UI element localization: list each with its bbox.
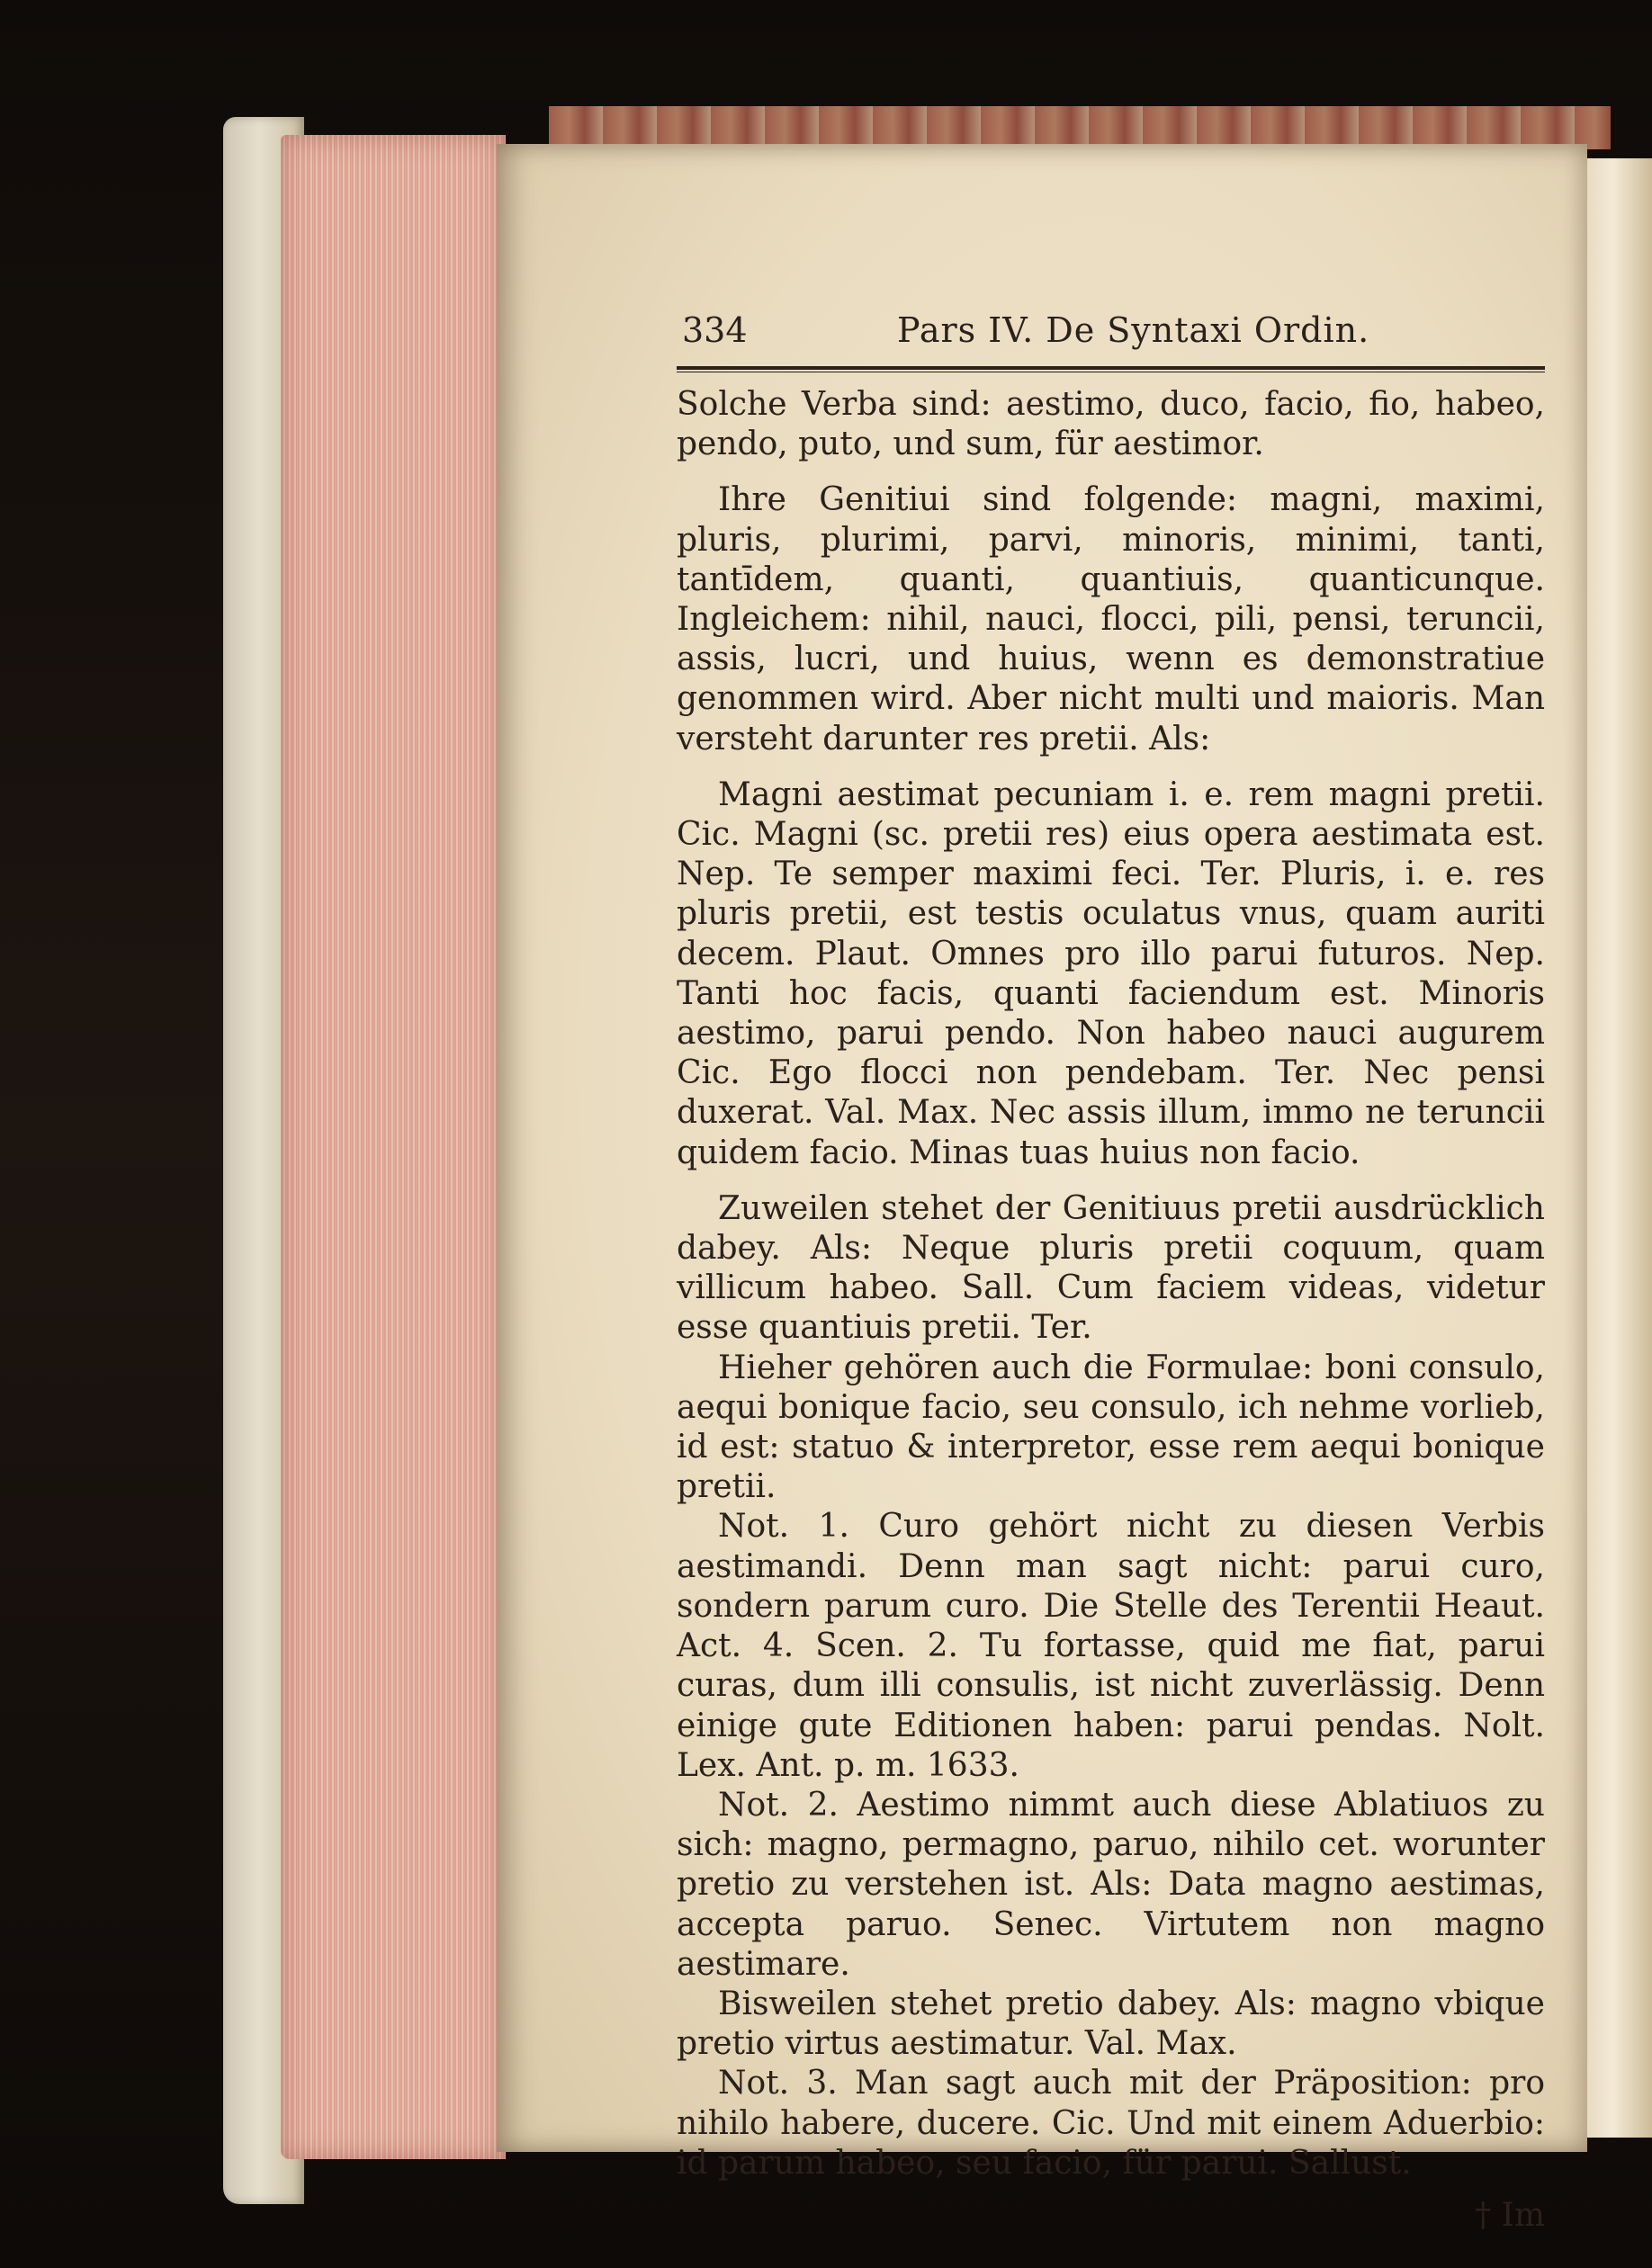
- page-edges: [281, 135, 506, 2159]
- paragraph-pretio: Bisweilen stehet pretio dabey. Als: magno vbique pretio virtus aestimatur. Val. Max.: [677, 1985, 1545, 2063]
- page-number: 334: [682, 310, 748, 350]
- page-text: [677, 310, 1545, 2250]
- catchword-line: [677, 2196, 1545, 2250]
- paragraph-formulae: Hieher gehören auch die Formulae: boni consulo, aequi bonique facio, seu consulo, ich nehme vorlieb, id est: statuo & interpretor, esse rem aequi bonique pretii.: [677, 1349, 1545, 1506]
- paragraph-verba: Solche Verba sind: aestimo, duco, facio, fio, habeo, pendo, puto, und sum, für aestimor.: [677, 386, 1545, 463]
- running-head: [677, 310, 1545, 357]
- running-title: Pars IV. De Syntaxi Ordin.: [897, 310, 1370, 350]
- paragraph-note-2: Not. 2. Aestimo nimmt auch diese Ablatiuos zu sich: magno, permagno, paruo, nihilo cet. worunter pretio zu verstehen ist. Als: Data magno aestimas, accepta paruo. Senec. Virtutem non magno aestimare.: [677, 1786, 1545, 1983]
- paragraph-genitiui: Ihre Genitiui sind folgende: magni, maximi, pluris, plurimi, parvi, minoris, minimi, tanti, tantīdem, quanti, quantiuis, quanticunque. Ingleichem: nihil, nauci, flocci, pili, pensi, teruncii, assis, lucri, und huius, wenn es demonstratiue genommen wird. Aber nicht multi und maioris. Man versteht darunter res pretii. Als:: [677, 481, 1545, 757]
- paragraph-note-3: Not. 3. Man sagt auch mit der Präposition: pro nihilo habere, ducere. Cic. Und mit einem Aduerbio: id parum habeo, seu facio, für parui. Sallust.: [677, 2065, 1545, 2182]
- facing-page-edge: [1587, 158, 1652, 2138]
- paragraph-note-1: Not. 1. Curo gehört nicht zu diesen Verbis aestimandi. Denn man sagt nicht: parui curo, sondern parum curo. Die Stelle des Terentii Heaut. Act. 4. Scen. 2. Tu fortasse, quid me fiat, parui curas, dum illi consulis, ist nicht zuverlässig. Denn einige gute Editionen haben: parui pendas. Nolt. Lex. Ant. p. m. 1633.: [677, 1508, 1545, 1784]
- marbled-top-edge: [549, 106, 1611, 149]
- head-rule: [677, 366, 1545, 372]
- paragraph-genitiuus-pretii: Zuweilen stehet der Genitiuus pretii ausdrücklich dabey. Als: Neque pluris pretii coquum, quam villicum habeo. Sall. Cum faciem videas, videtur esse quantiuis pretii. Ter.: [677, 1189, 1545, 1347]
- catchword: † Im: [1475, 2196, 1545, 2234]
- paragraph-examples: Magni aestimat pecuniam i. e. rem magni pretii. Cic. Magni (sc. pretii res) eius opera aestimata est. Nep. Te semper maximi feci. Ter. Pluris, i. e. res pluris pretii, est testis oculatus vnus, quam auriti decem. Plaut. Omnes pro illo parui futuros. Nep. Tanti hoc facis, quanti faciendum est. Minoris aestimo, parui pendo. Non habeo nauci augurem Cic. Ego flocci non pendebam. Ter. Nec pensi duxerat. Val. Max. Nec assis illum, immo ne teruncii quidem facio. Minas tuas huius non facio.: [677, 775, 1545, 1171]
